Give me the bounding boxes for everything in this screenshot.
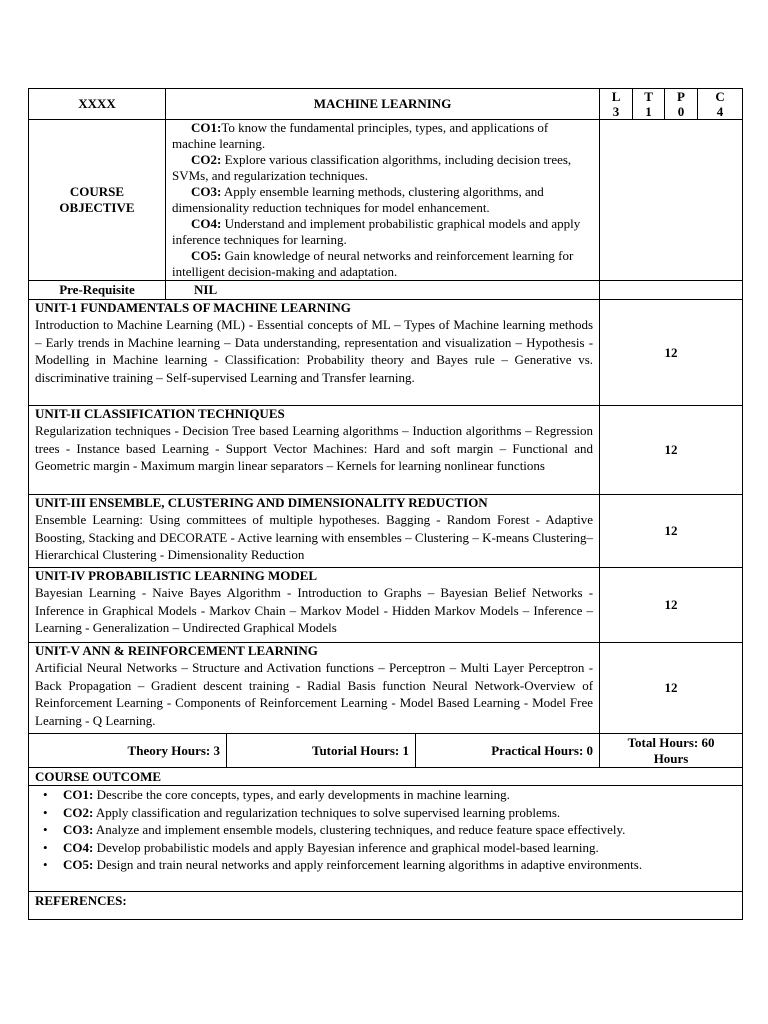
bullet-icon: • — [43, 804, 48, 820]
unit-title: UNIT-IV PROBABILISTIC LEARNING MODEL — [35, 568, 318, 583]
unit-title: UNIT-V ANN & REINFORCEMENT LEARNING — [35, 643, 318, 658]
unit-row — [29, 495, 743, 568]
course-objective-label: COURSE OBJECTIVE — [29, 120, 166, 281]
unit-content — [29, 568, 600, 643]
unit-hours: 12 — [600, 495, 743, 568]
course-outcome-row — [29, 786, 743, 892]
unit-body: Artificial Neural Networks – Structure and Activation functions – Perceptron – Multi Layer Perceptron - Back Propagation – Gradient descent training - Radial Basis function Neural Network-Overview of Reinforcement Learning - Components of Reinforcement Learning - Model Based Learning - Model Free Learning - Q Learning. — [35, 660, 594, 728]
unit-title: UNIT-III ENSEMBLE, CLUSTERING AND DIMENSIONALITY REDUCTION — [35, 495, 488, 510]
references-heading: REFERENCES: — [29, 892, 743, 920]
hours-row — [29, 734, 743, 768]
outcome-item: • CO4: Develop probabilistic models and apply Bayesian inference and graphical model-based learning. — [43, 839, 599, 855]
bullet-icon: • — [43, 857, 48, 873]
unit-row — [29, 406, 743, 495]
course-outcome-heading-row — [29, 768, 743, 786]
references-row — [29, 892, 743, 920]
theory-hours: Theory Hours: 3 — [29, 734, 227, 768]
objective-item: CO4: Understand and implement probabilistic graphical models and apply inference techniques for learning. — [172, 216, 581, 247]
syllabus-table — [28, 88, 743, 920]
unit-content — [29, 300, 600, 406]
prerequisite-row — [29, 281, 743, 300]
course-code: XXXX — [29, 89, 166, 120]
unit-content — [29, 406, 600, 495]
ltpc-l: L 3 — [600, 89, 633, 120]
course-outcome-cell — [29, 786, 743, 892]
unit-content — [29, 495, 600, 568]
outcome-item: • CO3: Analyze and implement ensemble models, clustering techniques, and reduce feature space effectively. — [43, 822, 626, 838]
prerequisite-label: Pre-Requisite — [29, 281, 166, 300]
unit-title: UNIT-1 FUNDAMENTALS OF MACHINE LEARNING — [35, 300, 351, 315]
unit-body: Ensemble Learning: Using committees of multiple hypotheses. Bagging - Random Forest - Adaptive Boosting, Stacking and DECORATE - Active learning with ensembles – Clustering – K-means Clustering– Hierarchical Clustering - Dimensionality Reduction — [35, 512, 594, 563]
unit-row — [29, 643, 743, 734]
objective-item: CO2: Explore various classification algorithms, including decision trees, SVMs, and regularization techniques. — [172, 152, 572, 183]
ltpc-p: P 0 — [665, 89, 698, 120]
objective-blank-cell — [600, 120, 743, 281]
unit-body: Introduction to Machine Learning (ML) - Essential concepts of ML – Types of Machine learning methods – Early trends in Machine learning – Data understanding, representation and visualization – Hypothesis - Modelling in Machine learning - Classification: Probability theory and Bayes rule – Generative vs. discriminative training – Self-supervised Learning and Transfer learning. — [35, 317, 594, 385]
outcome-item: • CO2: Apply classification and regularization techniques to solve supervised learning problems. — [43, 804, 561, 820]
unit-body: Bayesian Learning - Naive Bayes Algorithm - Introduction to Graphs – Bayesian Belief Networks - Inference in Graphical Models - Markov Chain – Markov Model - Hidden Markov Models – Inference – Learning - Generalization – Undirected Graphical Models — [35, 585, 594, 636]
objective-item: CO3: Apply ensemble learning methods, clustering algorithms, and dimensionality reduction techniques for model enhancement. — [172, 184, 544, 215]
ltpc-t: T 1 — [633, 89, 665, 120]
total-hours: Total Hours: 60 Hours — [600, 734, 743, 768]
prerequisite-value: NIL — [166, 281, 600, 300]
unit-row — [29, 568, 743, 643]
course-objective-list — [166, 120, 600, 281]
bullet-icon: • — [43, 787, 48, 802]
course-objective-row — [29, 120, 743, 281]
syllabus-page — [28, 88, 742, 920]
unit-body: Regularization techniques - Decision Tree based Learning algorithms – Induction algorithms – Regression trees - Instance based Learning - Support Vector Machines: Hard and soft margin – Functional and Geometric margin - Maximum margin linear separators – Kernels for learning nonlinear functions — [35, 423, 594, 474]
course-outcome-heading: COURSE OUTCOME — [29, 768, 743, 786]
practical-hours: Practical Hours: 0 — [416, 734, 600, 768]
unit-hours: 12 — [600, 300, 743, 406]
unit-title: UNIT-II CLASSIFICATION TECHNIQUES — [35, 406, 285, 421]
outcome-item: • CO1: Describe the core concepts, types, and early developments in machine learning. — [43, 787, 510, 802]
unit-content — [29, 643, 600, 734]
tutorial-hours: Tutorial Hours: 1 — [227, 734, 416, 768]
unit-hours: 12 — [600, 643, 743, 734]
unit-hours: 12 — [600, 406, 743, 495]
course-title: MACHINE LEARNING — [166, 89, 600, 120]
prerequisite-blank-cell — [600, 281, 743, 300]
header-row — [29, 89, 743, 120]
objective-item: CO1:To know the fundamental principles, types, and applications of machine learning. — [172, 120, 549, 151]
objective-item: CO5: Gain knowledge of neural networks and reinforcement learning for intelligent decision-making and adaptation. — [172, 248, 574, 279]
course-outcome-list — [35, 786, 736, 874]
bullet-icon: • — [43, 839, 48, 855]
bullet-icon: • — [43, 822, 48, 838]
unit-hours: 12 — [600, 568, 743, 643]
outcome-item: • CO5: Design and train neural networks and apply reinforcement learning algorithms in adaptive environments. — [43, 857, 643, 873]
ltpc-c: C 4 — [698, 89, 743, 120]
unit-row — [29, 300, 743, 406]
